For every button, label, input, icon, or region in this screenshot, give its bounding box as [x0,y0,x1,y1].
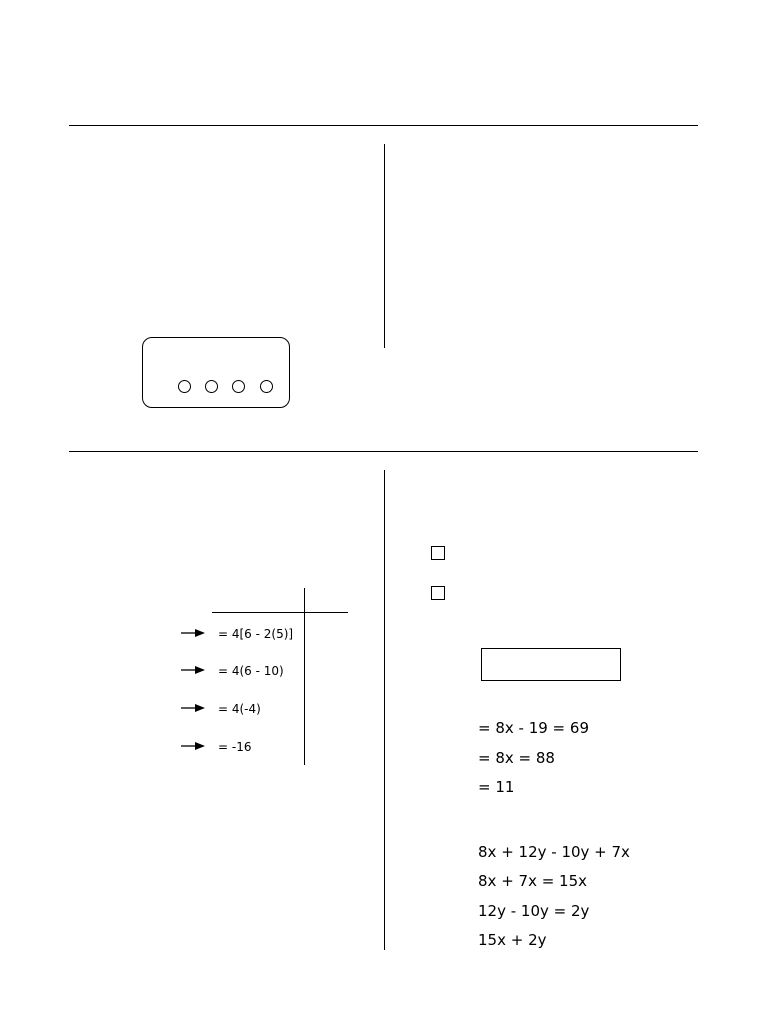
checkbox-icon[interactable] [431,586,445,600]
right-arrow-icon [181,628,205,638]
right-arrow-icon [181,665,205,675]
right-arrow-icon [181,741,205,751]
column-divider-top [384,144,385,348]
circle-option-icon[interactable] [178,380,191,393]
circle-option-icon[interactable] [232,380,245,393]
right-arrow-icon [181,703,205,713]
column-divider-bottom [384,470,385,950]
checkbox-icon[interactable] [431,546,445,560]
t-chart-vertical-line [304,588,305,765]
simplify-step: 12y - 10y = 2y [478,902,590,920]
evaluation-step: = 4(6 - 10) [218,664,284,678]
section-divider-middle [69,451,698,452]
evaluation-step: = 4[6 - 2(5)] [218,627,294,641]
answer-options-box [142,337,290,408]
equation-step: = 11 [478,778,515,796]
section-divider-top [69,125,698,126]
circle-option-icon[interactable] [205,380,218,393]
t-chart-horizontal-line [212,612,348,613]
simplify-step: 8x + 12y - 10y + 7x [478,843,630,861]
simplify-step: 8x + 7x = 15x [478,872,588,890]
evaluation-step: = 4(-4) [218,702,261,716]
equation-step: = 8x - 19 = 69 [478,719,589,737]
equation-step: = 8x = 88 [478,749,555,767]
simplify-step: 15x + 2y [478,931,547,949]
circle-option-icon[interactable] [260,380,273,393]
answer-box[interactable] [481,648,621,681]
evaluation-step: = -16 [218,740,252,754]
